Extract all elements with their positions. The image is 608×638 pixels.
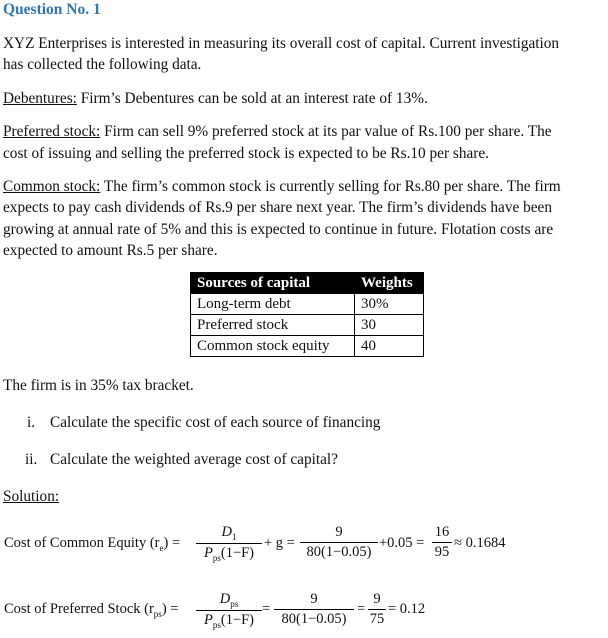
equity-fraction-1 — [196, 524, 262, 563]
debentures-label: Debentures: — [3, 90, 77, 107]
table-row — [191, 294, 424, 315]
table-header-source: Sources of capital — [191, 273, 355, 294]
pref-f1-den-rest: (1−F) — [220, 611, 255, 628]
pref-label-text: Cost of Preferred Stock (r — [4, 601, 154, 617]
pref-fraction-3 — [368, 591, 386, 628]
table-cell: Preferred stock — [191, 315, 355, 336]
equity-f1-num: D — [221, 524, 232, 540]
pref-fraction-2 — [274, 591, 354, 628]
pref-f2-den: 80(1−0.05) — [281, 611, 347, 627]
equity-f3-den: 95 — [434, 544, 450, 560]
common-line-3: growing at annual rate of 5% and this is expected to continue in future. Flotation costs are — [3, 221, 554, 238]
pref-f1-num-sub: ps — [230, 598, 239, 609]
pref-f1-num: D — [219, 591, 231, 607]
equity-label-text: Cost of Common Equity (r — [4, 535, 160, 551]
pref-f1-den: P — [203, 611, 213, 628]
pref-label-end: ) = — [161, 601, 179, 617]
equity-f3-num: 16 — [434, 524, 450, 540]
equity-label-sub: e — [159, 542, 164, 553]
table-header-row — [191, 273, 424, 294]
common-label: Common stock: — [3, 178, 101, 195]
equity-f2-num: 9 — [335, 524, 343, 540]
table-row — [191, 315, 424, 336]
capital-weights-table — [190, 272, 424, 357]
solution-label: Solution: — [3, 488, 60, 505]
question-heading: Question No. 1 — [3, 1, 101, 18]
equity-plus-g: + g = — [264, 535, 295, 551]
table-cell: 40 — [355, 336, 424, 357]
pref-f1-den-sub: ps — [212, 619, 221, 630]
pref-eq-1: = — [262, 601, 271, 617]
table-cell: Long-term debt — [191, 294, 355, 315]
table-row — [191, 336, 424, 357]
common-line-2: expects to pay cash dividends of Rs.9 per share next year. The firm’s dividends have been — [3, 199, 552, 216]
pref-fraction-1 — [196, 591, 262, 630]
table-cell: Common stock equity — [191, 336, 355, 357]
pref-f3-den: 75 — [369, 611, 385, 627]
equity-f1-den-rest: (1−F) — [220, 544, 255, 561]
tax-bracket-text: The firm is in 35% tax bracket. — [3, 377, 194, 394]
equity-result: ≈ 0.1684 — [454, 535, 506, 551]
intro-line-1: XYZ Enterprises is interested in measuring its overall cost of capital. Current investigation — [3, 35, 560, 52]
equity-f1-num-sub: 1 — [231, 531, 237, 542]
debentures-text: Firm’s Debentures can be sold at an interest rate of 13%. — [76, 90, 428, 107]
pref-result: = 0.12 — [388, 601, 426, 617]
preferred-line-2: cost of issuing and selling the preferred stock is expected to be Rs.10 per share. — [3, 145, 489, 162]
common-line-1 — [3, 176, 561, 198]
table-header-weights: Weights — [355, 273, 424, 294]
equity-f2-den: 80(1−0.05) — [306, 544, 372, 560]
equity-plus-rest: +0.05 = — [379, 535, 425, 551]
equity-f1-den-sub: ps — [212, 552, 221, 563]
preferred-text-1: Firm can sell 9% preferred stock at its par value of Rs.100 per share. The — [100, 123, 552, 140]
debentures-paragraph — [3, 88, 428, 110]
equity-label-end: ) = — [163, 535, 181, 551]
table-cell: 30 — [355, 315, 424, 336]
question-ii-number: ii. — [25, 451, 38, 468]
equity-formula-label — [4, 535, 180, 553]
equity-fraction-2 — [300, 524, 378, 561]
preferred-line-1 — [3, 121, 552, 143]
pref-label-sub: ps — [153, 608, 162, 619]
equity-f1-den: P — [203, 544, 213, 561]
preferred-label: Preferred stock: — [3, 123, 101, 140]
question-i-number: i. — [27, 414, 36, 431]
question-ii-text: Calculate the weighted average cost of capital? — [50, 451, 338, 468]
pref-f2-num: 9 — [310, 591, 318, 607]
pref-f3-num: 9 — [373, 591, 381, 607]
common-line-4: expected to amount Rs.5 per share. — [3, 242, 218, 259]
preferred-formula-label — [4, 601, 178, 619]
equity-fraction-3 — [432, 524, 452, 561]
intro-line-2: has collected the following data. — [3, 56, 202, 73]
table-cell: 30% — [355, 294, 424, 315]
pref-eq-2: = — [357, 601, 366, 617]
question-i-text: Calculate the specific cost of each source of financing — [50, 414, 381, 431]
common-text-1: The firm’s common stock is currently selling for Rs.80 per share. The firm — [100, 178, 561, 195]
